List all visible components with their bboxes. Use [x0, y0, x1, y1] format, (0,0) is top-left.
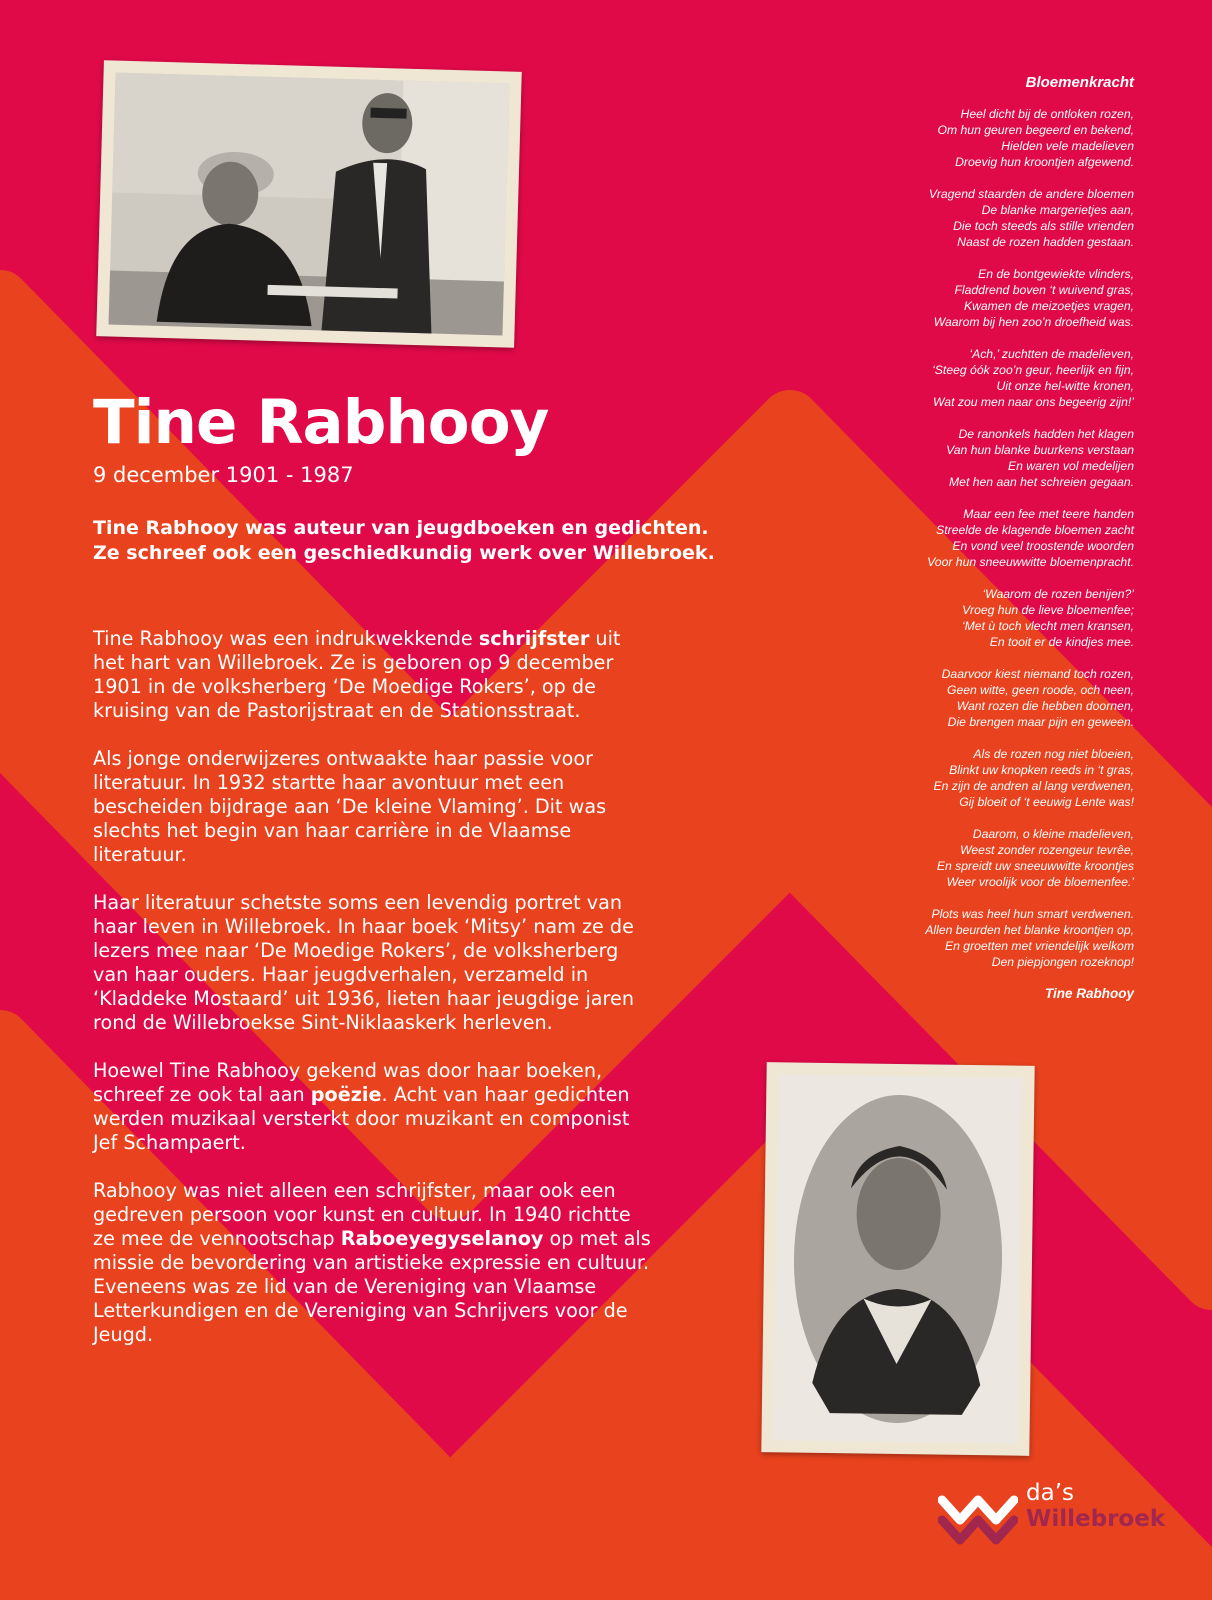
poem-line: Weer vroolijk voor de bloemenfee.’	[946, 875, 1134, 889]
bio-text: Hoewel Tine Rabhooy gekend was door haar boeken, schreef ze ook tal aan	[93, 1059, 603, 1106]
poem-stanza	[830, 186, 1134, 250]
poem-stanza	[830, 906, 1134, 970]
poem-line: ‘Ach,’ zuchtten de madelieven,	[969, 347, 1134, 361]
poem-stanza	[830, 586, 1134, 650]
poem-line: Wat zou men naar ons begeerig zijn!’	[933, 395, 1134, 409]
poem-line: ‘Waarom de rozen benijen?’	[982, 587, 1134, 601]
poem-line: Die brengen maar pijn en geween.	[947, 715, 1134, 729]
poem-line: Met hen aan het schreien gegaan.	[949, 475, 1134, 489]
bio-paragraph-2: Als jonge onderwijzeres ontwaakte haar passie voor literatuur. In 1932 startte haar avontuur met een bescheiden bijdrage aan ‘De kleine Vlaming’. Dit was slechts het begin van haar carrière in de Vlaamse literatuur.	[93, 747, 607, 866]
poem-line: En vond veel troostende woorden	[952, 539, 1134, 553]
poem-line: Maar een fee met teere handen	[963, 507, 1134, 521]
intro-summary	[93, 516, 753, 566]
poem-line: Geen witte, geen roode, och neen,	[946, 683, 1134, 697]
page-title: Tine Rabhooy	[93, 387, 549, 458]
bio-paragraph-4	[93, 1059, 653, 1155]
poem-line: De blanke margerietjes aan,	[981, 203, 1134, 217]
poem-line: Als de rozen nog niet bloeien,	[973, 747, 1134, 761]
photo-couple-image	[96, 60, 522, 348]
photo-couple	[96, 60, 522, 348]
life-dates: 9 december 1901 - 1987	[93, 463, 354, 487]
poem-line: Want rozen die hebben doornen,	[956, 699, 1134, 713]
poem-stanza	[830, 346, 1134, 410]
bio-paragraph-3: Haar literatuur schetste soms een levendig portret van haar leven in Willebroek. In haar boek ‘Mitsy’ nam ze de lezers mee naar ‘De Moedige Rokers’, de volksherberg van haar ouders. Haar jeugdverhalen, verzameld in ‘Kladdeke Mostaard’ uit 1936, lieten haar jeugdige jaren rond de Willebroekse Sint-Niklaaskerk herleven.	[93, 891, 634, 1034]
poem-line: Uit onze hel-witte kronen,	[996, 379, 1134, 393]
poem-stanza	[830, 106, 1134, 170]
poem-line: ‘Met ù toch vlecht men kransen,	[961, 619, 1134, 633]
poem-line: Kwamen de meizoetjes vragen,	[963, 299, 1134, 313]
poem-line: Den piepjongen rozeknop!	[991, 955, 1134, 969]
poem-line: Heel dicht bij de ontloken rozen,	[960, 107, 1134, 121]
poem-line: Fladdrend boven ‘t wuivend gras,	[954, 283, 1134, 297]
poem-stanza	[830, 266, 1134, 330]
willebroek-logo-text	[1026, 1480, 1165, 1532]
bio-paragraph-1	[93, 627, 653, 723]
bio-text: Rabhooy was niet alleen een schrijfster, maar ook een gedreven persoon voor kunst en cultuur. In 1940 richtte ze mee de vennootschap	[93, 1179, 631, 1250]
poem-line: Streelde de klagende bloemen zacht	[936, 523, 1134, 537]
poem	[830, 74, 1134, 1002]
intro-line-2: Ze schreef ook een geschiedkundig werk over Willebroek.	[93, 542, 715, 564]
poem-stanza	[830, 426, 1134, 490]
poem-line: En zijn de andren al lang verdwenen,	[933, 779, 1134, 793]
poem-line: Droevig hun kroontjen afgewend.	[955, 155, 1134, 169]
bio-emphasis: poëzie	[310, 1083, 382, 1106]
poem-line: En groetten met vriendelijk welkom	[945, 939, 1134, 953]
poem-line: Om hun geuren begeerd en bekend,	[937, 123, 1134, 137]
poem-line: De ranonkels hadden het klagen	[958, 427, 1134, 441]
biography	[93, 627, 653, 1371]
poem-line: Voor hun sneeuwwitte bloemenpracht.	[927, 555, 1134, 569]
poem-line: Daarvoor kiest niemand toch rozen,	[941, 667, 1134, 681]
poem-line: ‘Steeg óók zoo’n geur, heerlijk en fijn,	[932, 363, 1134, 377]
photo-portrait-image	[761, 1062, 1034, 1456]
poem-line: En waren vol medelijen	[1007, 459, 1134, 473]
poem-stanza	[830, 666, 1134, 730]
poem-stanza	[830, 506, 1134, 570]
poem-line: Vroeg hun de lieve bloemenfee;	[962, 603, 1134, 617]
bio-emphasis: schrijfster	[478, 627, 590, 650]
poem-line: Hielden vele madelieven	[1001, 139, 1134, 153]
bio-text: . Acht van haar gedichten werden muzikaal versterkt door muzikant en componist Jef Schampaert.	[93, 1083, 630, 1154]
poem-title: Bloemenkracht	[1025, 74, 1134, 91]
logo-line-1: da’s	[1026, 1480, 1074, 1506]
poem-line: Plots was heel hun smart verdwenen.	[931, 907, 1134, 921]
photo-portrait	[761, 1062, 1034, 1456]
poem-line: Van hun blanke buurkens verstaan	[946, 443, 1134, 457]
poem-line: Gij bloeit of ‘t eeuwig Lente was!	[959, 795, 1134, 809]
willebroek-logo	[938, 1480, 1178, 1560]
poem-line: Vragend staarden de andere bloemen	[928, 187, 1134, 201]
bio-text: uit het hart van Willebroek. Ze is geboren op 9 december 1901 in de volksherberg ‘De Moedige Rokers’, op de kruising van de Pastorijstraat en de Stationsstraat.	[93, 627, 621, 722]
poem-line: Daarom, o kleine madelieven,	[972, 827, 1134, 841]
logo-line-2: Willebroek	[1026, 1506, 1166, 1532]
poem-stanza	[830, 826, 1134, 890]
poem-stanzas	[830, 106, 1134, 970]
poem-line: Allen beurden het blanke kroontjen op,	[925, 923, 1134, 937]
poem-line: Waarom bij hen zoo’n droefheid was.	[933, 315, 1134, 329]
bio-emphasis: Raboeyegyselanoy	[340, 1227, 544, 1250]
poem-author: Tine Rabhooy	[1044, 986, 1134, 1001]
bio-text: Tine Rabhooy was een indrukwekkende	[93, 627, 479, 650]
poem-line: En spreidt uw sneeuwwitte kroontjes	[936, 859, 1134, 873]
bio-text: op met als missie de bevordering van artistieke expressie en cultuur. Eveneens was ze lid van de Vereniging van Vlaamse Letterkundigen en de Vereniging van Schrijvers voor de Jeugd.	[93, 1227, 651, 1346]
willebroek-logo-icon	[938, 1486, 1018, 1550]
bio-paragraph-5	[93, 1179, 653, 1347]
intro-line-1: Tine Rabhooy was auteur van jeugdboeken en gedichten.	[93, 517, 709, 539]
poem-stanza	[830, 746, 1134, 810]
poem-line: En tooit er de kindjes mee.	[989, 635, 1134, 649]
poem-line: En de bontgewiekte vlinders,	[978, 267, 1134, 281]
poem-line: Die toch steeds als stille vrienden	[953, 219, 1134, 233]
poem-line: Blinkt uw knopken reeds in ‘t gras,	[949, 763, 1134, 777]
poem-line: Naast de rozen hadden gestaan.	[957, 235, 1134, 249]
poem-line: Weest zonder rozengeur tevrêe,	[960, 843, 1134, 857]
